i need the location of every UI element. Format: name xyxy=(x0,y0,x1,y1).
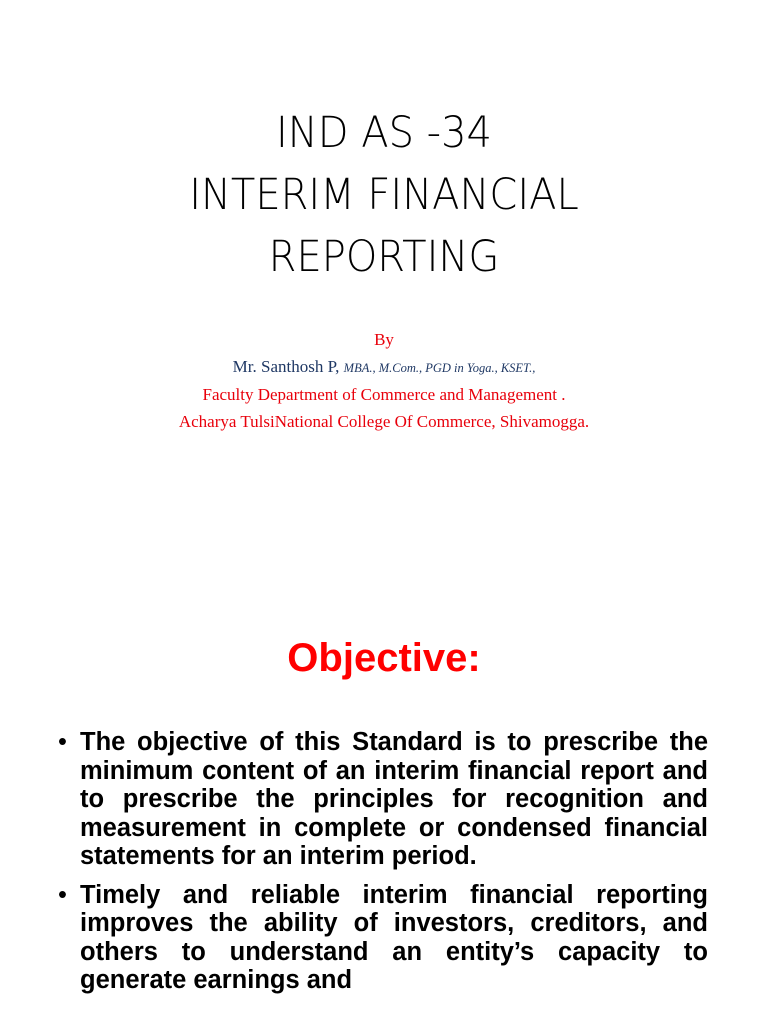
bullet-dot: • xyxy=(58,728,67,756)
bullet-text: The objective of this Standard is to prescribe the minimum content of an interim financial report and to prescribe the principles for recognition and measurement in complete or condensed financial statements for an interim period. xyxy=(80,728,708,870)
objective-heading: Objective: xyxy=(287,636,481,680)
author-name: Mr. Santhosh P, xyxy=(232,357,340,376)
author-qualifications: MBA., M.Com., PGD in Yoga., KSET., xyxy=(343,361,536,375)
title-line-2: INTERIM FINANCIAL xyxy=(189,170,579,220)
title-line-1: IND AS -34 xyxy=(276,108,492,158)
objective-bullet-list xyxy=(58,728,708,1005)
bullet-text: Timely and reliable interim financial reporting improves the ability of investors, creditors, and others to understand an entity’s capacity to generate earnings and xyxy=(80,880,708,994)
department-line: Faculty Department of Commerce and Management . xyxy=(202,385,566,404)
bullet-item xyxy=(58,728,708,871)
title-line-3: REPORTING xyxy=(268,232,500,282)
bullet-item xyxy=(58,881,708,995)
bullet-dot: • xyxy=(58,880,67,909)
by-label: By xyxy=(374,330,394,349)
college-line: Acharya TulsiNational College Of Commerce, Shivamogga. xyxy=(178,412,590,431)
author-line xyxy=(0,357,768,377)
